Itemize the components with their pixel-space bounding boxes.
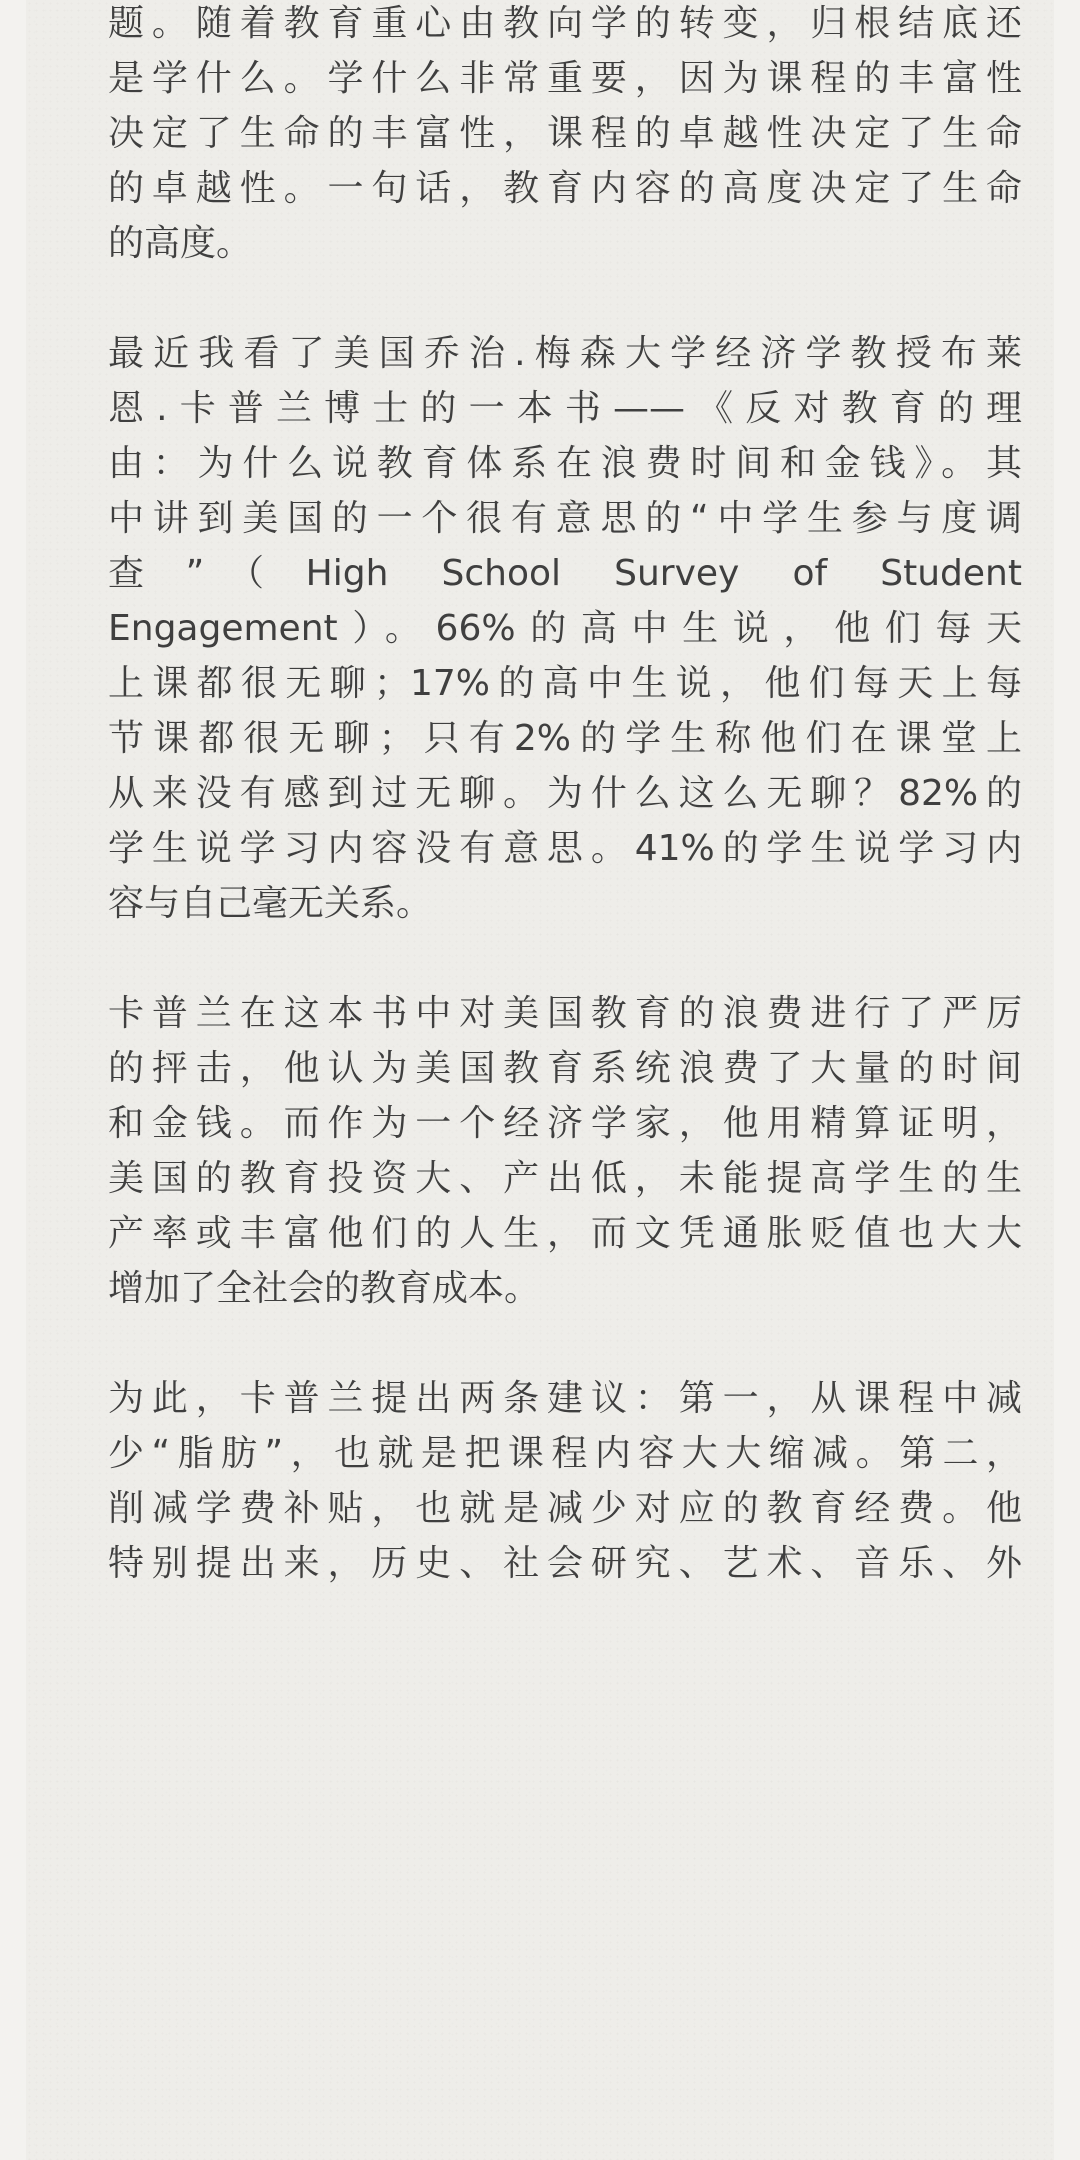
text-line: 从来没有感到过无聊。为什么这么无聊？82%的: [108, 773, 1022, 814]
text-line: 中讲到美国的一个很有意思的“中学生参与度调: [108, 498, 1022, 539]
text-line: 的卓越性。一句话，教育内容的高度决定了生命: [108, 168, 1022, 209]
text-line: 削减学费补贴，也就是减少对应的教育经费。他: [108, 1488, 1022, 1529]
text-line: 学生说学习内容没有意思。41%的学生说学习内: [108, 828, 1022, 869]
text-line: 决定了生命的丰富性，课程的卓越性决定了生命: [108, 113, 1022, 154]
text-line: 为此，卡普兰提出两条建议：第一，从课程中减: [108, 1378, 1022, 1419]
text-line: 卡普兰在这本书中对美国教育的浪费进行了严厉: [108, 993, 1022, 1034]
text-line: 增加了全社会的教育成本。: [108, 1268, 541, 1309]
text-line: 和金钱。而作为一个经济学家，他用精算证明，: [108, 1103, 1022, 1144]
text-line: 最近我看了美国乔治.梅森大学经济学教授布莱: [108, 333, 1022, 374]
article-paper: [26, 0, 1054, 2160]
text-line: 特别提出来，历史、社会研究、艺术、音乐、外: [108, 1543, 1022, 1584]
text-line: Engagement）。66%的高中生说，他们每天: [108, 608, 1022, 649]
text-line: 由：为什么说教育体系在浪费时间和金钱》。其: [108, 443, 1022, 484]
text-line: 节课都很无聊；只有2%的学生称他们在课堂上: [108, 718, 1022, 759]
text-line: 的高度。: [108, 223, 253, 264]
text-line: 题。随着教育重心由教向学的转变，归根结底还: [108, 3, 1022, 44]
text-line: 美国的教育投资大、产出低，未能提高学生的生: [108, 1158, 1022, 1199]
text-line: 容与自己毫无关系。: [108, 883, 433, 924]
text-line: 查”（High School Survey of Student: [108, 553, 1022, 594]
text-line: 是学什么。学什么非常重要，因为课程的丰富性: [108, 58, 1022, 99]
text-line: 恩.卡普兰博士的一本书——《反对教育的理: [108, 388, 1022, 429]
text-line: 少“脂肪”，也就是把课程内容大大缩减。第二，: [108, 1433, 1022, 1474]
text-line: 的抨击，他认为美国教育系统浪费了大量的时间: [108, 1048, 1022, 1089]
text-line: 产率或丰富他们的人生，而文凭通胀贬值也大大: [108, 1213, 1022, 1254]
text-line: 上课都很无聊；17%的高中生说，他们每天上每: [108, 663, 1022, 704]
